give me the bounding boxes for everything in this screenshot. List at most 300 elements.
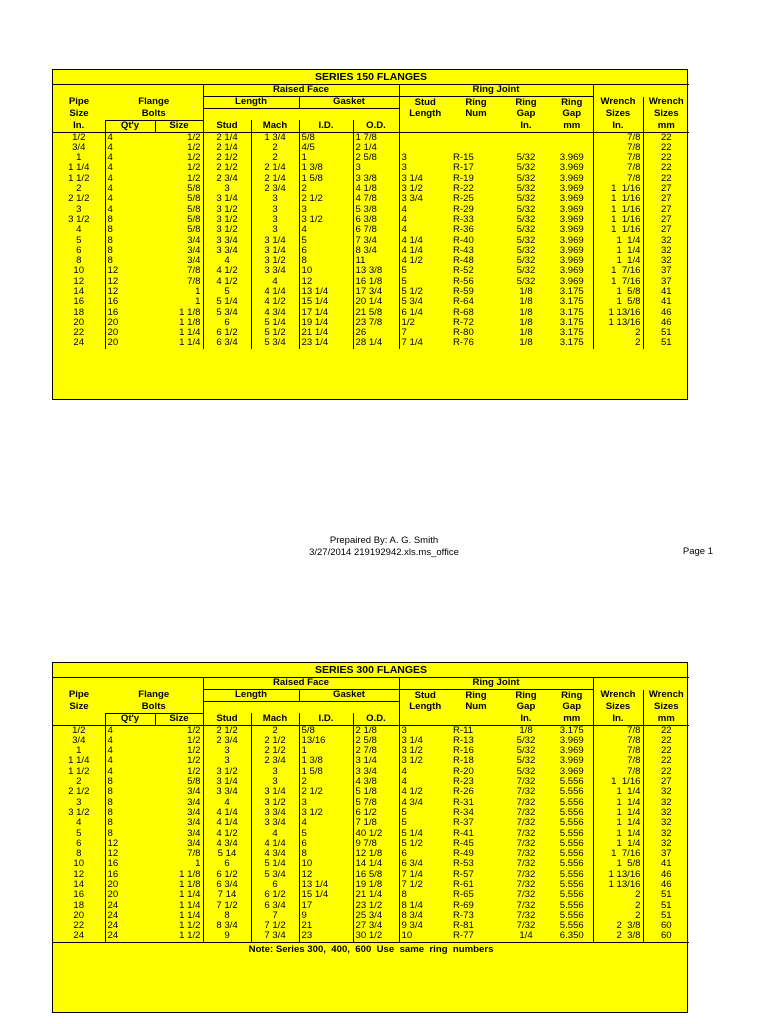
- cell-wrench-in: 1 5/8: [593, 287, 643, 297]
- cell-ring-num: R-61: [453, 879, 474, 890]
- cell-bolt-size: 1 1/4: [155, 338, 203, 348]
- cell-bolt-size: 3/4: [155, 787, 203, 797]
- cell-wrench-in: 1 1/4: [593, 808, 643, 818]
- cell-gasket-id: 1 3/8: [299, 163, 353, 173]
- cell-stud-length: 5 1/4: [401, 828, 423, 839]
- cell-ring-gap-mm: 3.969: [559, 256, 584, 267]
- note-row: [53, 942, 689, 957]
- cell-gasket-od: 26: [353, 328, 399, 338]
- cell-wrench-mm: 32: [643, 798, 689, 808]
- pipe-size-h3: [53, 713, 105, 725]
- cell-stud-length: 3 1/4: [401, 735, 423, 746]
- cell-mach: 6 1/2: [251, 890, 299, 900]
- cell-pipe-size: 12: [73, 869, 85, 880]
- cell-wrench-mm: 37: [643, 849, 689, 859]
- cell-gasket-id: 1 3/8: [299, 756, 353, 766]
- cell-gasket-id: 15 1/4: [299, 297, 353, 307]
- blank: [399, 120, 451, 132]
- cell-wrench-mm: 22: [643, 174, 689, 184]
- group-row: [53, 85, 689, 97]
- cell-gasket-od: 7 1/8: [353, 818, 399, 828]
- cell-stud: 6 3/4: [203, 880, 251, 890]
- cell-wrench-in: 1 7/16: [593, 277, 643, 287]
- cell-bolt-size: 3/4: [155, 839, 203, 849]
- cell-ring-gap-in: 7/32: [516, 828, 536, 839]
- cell-stud: 3 1/2: [203, 767, 251, 777]
- cell-ring-gap-in: 5/32: [516, 256, 536, 267]
- cell-gasket-od: 2 5/8: [353, 736, 399, 746]
- series-300-table: [52, 662, 688, 1013]
- cell-pipe-size: 12: [73, 276, 85, 287]
- cell-ring-gap-in: 7/32: [516, 879, 536, 890]
- cell-wrench-mm: 22: [643, 756, 689, 766]
- table-row: [53, 767, 689, 777]
- cell-stud: 9: [203, 931, 251, 942]
- cell-bolt-qty: 12: [105, 839, 155, 849]
- cell-wrench-mm: 41: [643, 297, 689, 307]
- cell-ring-gap-mm: 3.969: [559, 235, 584, 246]
- cell-mach: 2 1/4: [251, 174, 299, 184]
- cell-gasket-od: 4 3/8: [353, 777, 399, 787]
- cell-stud-length: 7 1/2: [401, 879, 423, 890]
- cell-ring-num: R-65: [453, 890, 474, 901]
- cell-pipe-size: 8: [76, 256, 82, 267]
- wrench-mm-h1: Wrench: [643, 690, 689, 702]
- cell-mach: 5 1/2: [251, 328, 299, 338]
- cell-gasket-od: 6 3/8: [353, 215, 399, 225]
- cell-wrench-in: 1 13/16: [593, 308, 643, 318]
- cell-stud-length: 3 1/2: [401, 756, 423, 767]
- cell-gasket-id: 3 1/2: [299, 215, 353, 225]
- cell-gasket-od: 5 3/8: [353, 205, 399, 215]
- cell-wrench-mm: 22: [643, 725, 689, 736]
- cell-ring-num: R-52: [453, 266, 474, 277]
- flange-bolts-h2: Bolts: [105, 702, 203, 714]
- cell-mach: 3 1/4: [251, 246, 299, 256]
- wrench-in-h3: In.: [593, 713, 643, 725]
- cell-ring-gap-mm: 3.969: [559, 756, 584, 767]
- cell-mach: 4 1/4: [251, 839, 299, 849]
- cell-mach: 3 1/2: [251, 798, 299, 808]
- cell-ring-gap-mm: 3.969: [559, 173, 584, 184]
- cell-gasket-id: 13 1/4: [299, 880, 353, 890]
- cell-bolt-size: 1 1/4: [155, 890, 203, 900]
- cell-wrench-mm: 46: [643, 880, 689, 890]
- cell-pipe-size: 18: [73, 900, 85, 911]
- cell-pipe-size: 14: [73, 879, 85, 890]
- cell-ring-num: R-81: [453, 921, 474, 932]
- table-row: [53, 194, 689, 204]
- cell-gasket-id: 2: [299, 184, 353, 194]
- cell-gasket-od: 40 1/2: [353, 828, 399, 838]
- cell-ring-num: R-77: [453, 931, 474, 942]
- cell-mach: 2 3/4: [251, 184, 299, 194]
- cell-bolt-size: 1 1/4: [155, 911, 203, 921]
- cell-stud-length: 5: [401, 807, 407, 818]
- cell-mach: 4 1/2: [251, 297, 299, 307]
- cell-ring-gap-in: 7/32: [516, 921, 536, 932]
- cell-mach: 2 1/2: [251, 736, 299, 746]
- cell-gasket-od: 5 1/8: [353, 787, 399, 797]
- cell-ring-gap-in: 5/32: [516, 746, 536, 757]
- cell-wrench-mm: 51: [643, 338, 689, 348]
- cell-ring-gap-mm: 3.969: [559, 183, 584, 195]
- date-file: 3/27/2014 219192942.xls.ms_office: [309, 547, 459, 558]
- cell-pipe-size: 5: [76, 828, 82, 839]
- cell-stud-length: 9 3/4: [401, 921, 423, 932]
- cell-stud: 4: [203, 798, 251, 808]
- cell-pipe-size: 3 1/2: [68, 807, 90, 818]
- cell-ring-gap-mm: 5.556: [559, 921, 584, 932]
- cell-bolt-qty: 16: [105, 297, 155, 307]
- table-row: [53, 163, 689, 173]
- cell-ring-gap-mm: 3.175: [559, 286, 584, 297]
- cell-ring-gap-mm: 5.556: [559, 818, 584, 829]
- cell-ring-gap-in: 1/8: [519, 307, 533, 318]
- table-row: [53, 225, 689, 235]
- cell-stud: 4 1/2: [203, 828, 251, 838]
- title-row: [53, 70, 689, 85]
- cell-stud-length: 4: [401, 225, 407, 236]
- cell-ring-gap-in: 5/32: [516, 153, 536, 164]
- table-row: [53, 839, 689, 849]
- cell-wrench-mm: 51: [643, 901, 689, 911]
- cell-gasket-od: 21 1/4: [353, 890, 399, 900]
- cell-wrench-mm: 32: [643, 235, 689, 245]
- cell-ring-gap-in: [501, 143, 551, 153]
- cell-wrench-in: 7/8: [593, 153, 643, 163]
- table-note: Note: Series 300, 400, 600 Use same ring numbers: [53, 942, 689, 957]
- cell-ring-gap-mm: 5.556: [559, 797, 584, 808]
- cell-mach: 3: [251, 767, 299, 777]
- wrench-in-h3: In.: [593, 120, 643, 132]
- cell-bolt-qty: 8: [105, 225, 155, 235]
- cell-ring-gap-in: 7/32: [516, 787, 536, 798]
- cell-stud-length: 4: [401, 766, 407, 777]
- cell-gasket-od: 11: [353, 256, 399, 266]
- cell-wrench-mm: 60: [643, 921, 689, 931]
- cell-bolt-qty: 24: [105, 911, 155, 921]
- cell-mach: 5 1/4: [251, 318, 299, 328]
- cell-gasket-id: 21: [299, 921, 353, 931]
- ring-joint-header: Ring Joint: [399, 85, 593, 97]
- cell-gasket-od: 3 3/8: [353, 174, 399, 184]
- wrench-in-h1: Wrench: [593, 97, 643, 109]
- cell-ring-gap-in: 5/32: [516, 276, 536, 287]
- cell-bolt-size: 3/4: [155, 808, 203, 818]
- blank: [203, 109, 399, 121]
- ring-gap-in-h1: Ring: [515, 96, 537, 108]
- cell-gasket-od: 4 1/8: [353, 184, 399, 194]
- cell-ring-gap-mm: 3.969: [559, 766, 584, 777]
- cell-gasket-id: 4/5: [299, 143, 353, 153]
- cell-ring-gap-in: 1/8: [519, 297, 533, 308]
- cell-ring-num: R-18: [453, 756, 474, 767]
- cell-pipe-size: 16: [73, 890, 85, 901]
- cell-stud-length: 3 3/4: [401, 194, 423, 205]
- cell-bolt-qty: 4: [105, 184, 155, 194]
- cell-gasket-id: 3: [299, 798, 353, 808]
- cell-pipe-size: 18: [73, 307, 85, 318]
- cell-wrench-mm: 22: [643, 163, 689, 173]
- cell-wrench-mm: 22: [643, 767, 689, 777]
- cell-ring-gap-in: 5/32: [516, 245, 536, 256]
- cell-wrench-mm: 32: [643, 787, 689, 797]
- cell-pipe-size: 1: [76, 746, 82, 757]
- table-row: [53, 777, 689, 787]
- cell-ring-gap-mm: 5.556: [559, 787, 584, 798]
- gasket-header: Gasket: [299, 97, 399, 109]
- flange-bolts-h1: Flange: [105, 690, 203, 702]
- cell-wrench-mm: 22: [643, 153, 689, 163]
- cell-bolt-qty: 8: [105, 808, 155, 818]
- cell-ring-gap-in: 7/32: [516, 776, 536, 788]
- table-row: [53, 818, 689, 828]
- cell-stud: 8: [203, 911, 251, 921]
- cell-stud-length: 6 3/4: [401, 859, 423, 870]
- cell-ring-gap-in: 5/32: [516, 163, 536, 174]
- cell-ring-gap-in: 7/32: [516, 859, 536, 870]
- cell-gasket-id: 1: [299, 153, 353, 163]
- cell-ring-num: R-49: [453, 849, 474, 860]
- cell-bolt-size: 1/2: [155, 767, 203, 777]
- table-row: [53, 235, 689, 245]
- cell-gasket-id: 12: [299, 277, 353, 287]
- cell-stud: 5 1/4: [203, 297, 251, 307]
- cell-wrench-mm: 51: [643, 890, 689, 900]
- cell-ring-num: R-19: [453, 173, 474, 184]
- cell-mach: 2 1/2: [251, 746, 299, 756]
- cell-ring-num: R-40: [453, 235, 474, 246]
- cell-ring-num: R-25: [453, 194, 474, 205]
- cell-gasket-id: 23: [299, 931, 353, 942]
- cell-ring-gap-mm: [551, 143, 593, 153]
- cell-stud-length: 7 1/4: [401, 338, 423, 349]
- cell-gasket-od: 8 3/4: [353, 246, 399, 256]
- pipe-size-h2: Size: [69, 108, 89, 120]
- cell-bolt-qty: 8: [105, 828, 155, 838]
- cell-gasket-id: 8: [299, 849, 353, 859]
- cell-bolt-size: 5/8: [155, 777, 203, 787]
- cell-pipe-size: 2 1/2: [68, 787, 90, 798]
- stud-length-h2: Length: [409, 108, 442, 120]
- page-number: Page 1: [682, 546, 713, 557]
- cell-wrench-in: 7/8: [593, 736, 643, 746]
- qty-header: Qt'y: [105, 120, 155, 132]
- series-150-grid: [53, 70, 689, 349]
- cell-ring-num: R-69: [453, 900, 474, 911]
- blank: [451, 120, 501, 132]
- ring-gap-in-h2: Gap: [516, 701, 536, 713]
- cell-wrench-in: 7/8: [593, 143, 643, 153]
- cell-ring-gap-mm: 3.175: [559, 307, 584, 318]
- blank: [593, 678, 689, 690]
- cell-stud: 5: [203, 287, 251, 297]
- cell-ring-num: R-72: [453, 317, 474, 328]
- cell-pipe-size: 1: [76, 153, 82, 164]
- table-row: [53, 787, 689, 797]
- cell-bolt-qty: 16: [105, 870, 155, 880]
- cell-ring-num: R-13: [453, 735, 474, 746]
- cell-gasket-od: 17 3/4: [353, 287, 399, 297]
- cell-wrench-in: 1 1/16: [593, 184, 643, 194]
- ring-gap-mm-h1: Ring: [561, 96, 583, 108]
- cell-wrench-in: 1 13/16: [593, 880, 643, 890]
- ring-num-h1: Ring: [465, 96, 487, 108]
- cell-stud: 5 3/4: [203, 308, 251, 318]
- cell-stud: 3 3/4: [203, 235, 251, 245]
- wrench-in-h1: Wrench: [593, 690, 643, 702]
- cell-mach: 7: [251, 911, 299, 921]
- cell-bolt-size: 1/2: [155, 132, 203, 143]
- cell-gasket-od: 2 7/8: [353, 746, 399, 756]
- cell-stud: 5 14: [203, 849, 251, 859]
- table-row: [53, 205, 689, 215]
- cell-ring-gap-in: 5/32: [516, 735, 536, 746]
- cell-pipe-size: 3: [76, 797, 82, 808]
- cell-mach: 3 1/4: [251, 787, 299, 797]
- cell-pipe-size: 3: [76, 204, 82, 215]
- cell-ring-gap-in: 5/32: [516, 266, 536, 277]
- cell-pipe-size: 22: [73, 921, 85, 932]
- cell-gasket-od: 27 3/4: [353, 921, 399, 931]
- cell-wrench-in: 1 13/16: [593, 318, 643, 328]
- cell-wrench-in: 1 1/4: [593, 256, 643, 266]
- table-row: [53, 828, 689, 838]
- cell-wrench-mm: 51: [643, 911, 689, 921]
- cell-stud-length: 4 1/2: [401, 787, 423, 798]
- cell-bolt-qty: 12: [105, 849, 155, 859]
- mach-header: Mach: [251, 713, 299, 725]
- cell-wrench-mm: 46: [643, 308, 689, 318]
- cell-stud-length: 4: [401, 204, 407, 215]
- cell-ring-gap-mm: 3.969: [559, 266, 584, 277]
- ring-num-h2: Num: [465, 108, 487, 120]
- cell-stud: 3 1/2: [203, 215, 251, 225]
- cell-stud: 7 1/2: [203, 901, 251, 911]
- cell-stud: 8 3/4: [203, 921, 251, 931]
- cell-ring-gap-in: 1/8: [519, 338, 533, 349]
- cell-bolt-size: 1/2: [155, 736, 203, 746]
- cell-stud: 4: [203, 256, 251, 266]
- cell-gasket-id: 8: [299, 256, 353, 266]
- table-row: [53, 901, 689, 911]
- cell-bolt-qty: 8: [105, 818, 155, 828]
- cell-ring-gap-mm: 5.556: [559, 890, 584, 901]
- table-row: [53, 746, 689, 756]
- cell-bolt-size: 7/8: [155, 277, 203, 287]
- wrench-in-h2: Sizes: [593, 702, 643, 714]
- cell-stud: 6 1/2: [203, 328, 251, 338]
- table-row: [53, 338, 689, 348]
- cell-stud: 4 1/4: [203, 808, 251, 818]
- cell-bolt-size: 1/2: [155, 143, 203, 153]
- cell-mach: 3: [251, 194, 299, 204]
- table-row: [53, 132, 689, 143]
- cell-mach: 2: [251, 153, 299, 163]
- cell-wrench-in: 7/8: [593, 756, 643, 766]
- cell-wrench-in: 2: [593, 338, 643, 348]
- cell-mach: 4: [251, 277, 299, 287]
- cell-ring-num: R-37: [453, 818, 474, 829]
- table-row: [53, 184, 689, 194]
- cell-pipe-size: 1 1/4: [68, 163, 90, 174]
- cell-bolt-qty: 8: [105, 246, 155, 256]
- cell-bolt-size: 1/2: [155, 756, 203, 766]
- cell-stud-length: 4 3/4: [401, 797, 423, 808]
- table-row: [53, 153, 689, 163]
- cell-gasket-id: 5/8: [299, 132, 353, 143]
- blank: [593, 85, 689, 97]
- cell-ring-num: R-76: [453, 338, 474, 349]
- cell-mach: 5 1/4: [251, 859, 299, 869]
- cell-mach: 7 1/2: [251, 921, 299, 931]
- cell-gasket-od: 2 1/8: [353, 725, 399, 736]
- cell-wrench-mm: 51: [643, 328, 689, 338]
- cell-stud-length: 4: [401, 776, 407, 788]
- cell-stud: 2 3/4: [203, 736, 251, 746]
- cell-bolt-size: 1 1/4: [155, 328, 203, 338]
- wrench-mm-h2: Sizes: [643, 109, 689, 121]
- cell-stud: 3 1/4: [203, 777, 251, 787]
- cell-gasket-id: 17: [299, 901, 353, 911]
- cell-ring-num: R-57: [453, 869, 474, 880]
- cell-ring-gap-in: 7/32: [516, 890, 536, 901]
- cell-gasket-id: 6: [299, 839, 353, 849]
- cell-wrench-mm: 27: [643, 205, 689, 215]
- cell-ring-gap-mm: 6.350: [559, 931, 584, 942]
- cell-wrench-in: 1 1/4: [593, 818, 643, 828]
- cell-ring-num: R-20: [453, 766, 474, 777]
- size-header: Size: [155, 713, 203, 725]
- cell-gasket-id: 12: [299, 870, 353, 880]
- cell-bolt-qty: 20: [105, 318, 155, 328]
- table-row: [53, 308, 689, 318]
- cell-ring-gap-in: 7/32: [516, 910, 536, 921]
- cell-ring-gap-mm: 3.175: [559, 725, 584, 736]
- cell-gasket-od: 3: [353, 163, 399, 173]
- cell-gasket-id: 1: [299, 746, 353, 756]
- title-row: [53, 663, 689, 678]
- cell-gasket-id: 2 1/2: [299, 787, 353, 797]
- cell-bolt-qty: 4: [105, 194, 155, 204]
- cell-ring-gap-mm: 5.556: [559, 807, 584, 818]
- cell-gasket-id: 13 1/4: [299, 287, 353, 297]
- cell-wrench-in: 1 13/16: [593, 870, 643, 880]
- cell-wrench-in: 2: [593, 901, 643, 911]
- cell-bolt-qty: 4: [105, 736, 155, 746]
- cell-pipe-size: 14: [73, 286, 85, 297]
- cell-bolt-size: 1 1/8: [155, 318, 203, 328]
- cell-gasket-od: 4 7/8: [353, 194, 399, 204]
- flange-bolts-h2: Bolts: [105, 109, 203, 121]
- ring-gap-mm-h1: Ring: [561, 689, 583, 701]
- cell-wrench-in: 2: [593, 911, 643, 921]
- cell-wrench-mm: 22: [643, 143, 689, 153]
- cell-stud-length: 1/2: [401, 317, 415, 328]
- cell-ring-gap-mm: 5.556: [559, 859, 584, 870]
- cell-gasket-od: 28 1/4: [353, 338, 399, 348]
- cell-mach: 2 3/4: [251, 756, 299, 766]
- series-300-body: [53, 663, 689, 957]
- cell-bolt-qty: 20: [105, 880, 155, 890]
- cell-wrench-in: 2: [593, 890, 643, 900]
- cell-stud-length: 4: [401, 214, 407, 225]
- cell-gasket-od: 23 7/8: [353, 318, 399, 328]
- cell-stud-length: 7 1/4: [401, 869, 423, 880]
- cell-wrench-mm: 22: [643, 736, 689, 746]
- cell-pipe-size: 2 1/2: [68, 194, 90, 205]
